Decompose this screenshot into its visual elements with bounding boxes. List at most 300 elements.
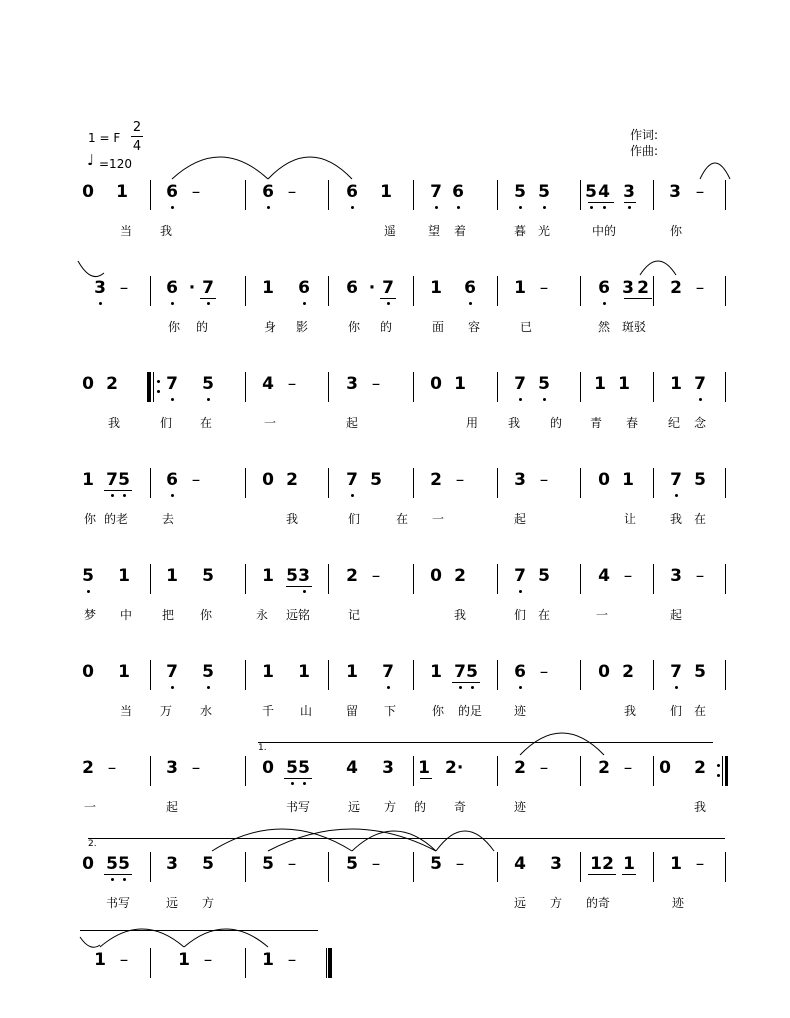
eighth-beam <box>286 586 312 587</box>
lower-octave-dot <box>87 590 90 593</box>
note: 0 <box>262 470 274 490</box>
eighth-beam <box>624 298 652 299</box>
note: 1 <box>623 854 635 874</box>
note: 6 <box>298 278 310 298</box>
eighth-beam <box>624 202 636 203</box>
barline <box>245 756 246 786</box>
barline <box>497 756 498 786</box>
lyric-syllable: 念 <box>694 416 707 430</box>
lyric-syllable: 望 <box>428 224 441 238</box>
lower-octave-dot <box>519 686 522 689</box>
lower-octave-dot <box>519 206 522 209</box>
repeat-dot <box>157 390 160 393</box>
eighth-beam <box>452 682 480 683</box>
lyric-syllable: 我 <box>286 512 299 526</box>
note: 2 <box>346 566 358 586</box>
barline <box>580 852 581 882</box>
barline <box>245 564 246 594</box>
barline <box>328 660 329 690</box>
lyric-syllable: 在 <box>396 512 409 526</box>
lyric-syllable: 奇 <box>454 800 467 814</box>
lyric-syllable: 在 <box>538 608 551 622</box>
note: 5 <box>202 566 214 586</box>
note: 1 <box>118 566 130 586</box>
note: 2 <box>286 470 298 490</box>
composer-label: 作曲: <box>630 144 659 158</box>
lower-octave-dot <box>387 686 390 689</box>
lyric-syllable: 去 <box>162 512 175 526</box>
final-barline-thin <box>326 948 327 978</box>
note: 6 <box>166 278 178 298</box>
final-barline-thick <box>329 948 332 978</box>
note: 7 <box>346 470 358 490</box>
lyric-syllable: 一 <box>596 608 609 622</box>
barline <box>580 372 581 402</box>
staff-system-4 <box>0 468 790 538</box>
barline <box>497 372 498 402</box>
note: 7 <box>166 374 178 394</box>
note: 3 <box>382 758 394 778</box>
lyric-syllable: 的 <box>196 320 209 334</box>
note: 5 <box>202 662 214 682</box>
barline <box>497 276 498 306</box>
lower-octave-dot <box>291 782 294 785</box>
lower-octave-dot <box>351 206 354 209</box>
note: 5 <box>106 854 118 874</box>
lyric-syllable: 万 <box>160 704 173 718</box>
note: 1 <box>618 374 630 394</box>
extension-dash: – <box>107 758 117 778</box>
note: 2 <box>602 854 614 874</box>
note: 6 <box>452 182 464 202</box>
lyric-syllable: 迹 <box>514 800 527 814</box>
barline <box>245 372 246 402</box>
lower-octave-dot <box>543 398 546 401</box>
barline <box>580 180 581 210</box>
lyric-syllable: 你 <box>670 224 683 238</box>
lyric-syllable: 们 <box>160 416 173 430</box>
lyric-syllable: 用 <box>466 416 479 430</box>
barline <box>725 468 726 498</box>
barline <box>653 180 654 210</box>
barline <box>653 852 654 882</box>
lyric-syllable: 斑驳 <box>622 320 647 334</box>
lyric-syllable: 远 <box>166 896 179 910</box>
lyric-syllable: 你 <box>432 704 445 718</box>
note: 6 <box>166 182 178 202</box>
barline <box>580 468 581 498</box>
lyric-syllable: 身 <box>264 320 277 334</box>
extension-dash: – <box>695 182 705 202</box>
lyric-syllable: 下 <box>384 704 397 718</box>
barline <box>328 564 329 594</box>
barline <box>413 660 414 690</box>
lyric-syllable: 书写 <box>106 896 131 910</box>
lyric-syllable: 梦 <box>84 608 97 622</box>
barline <box>497 180 498 210</box>
note: 2 <box>430 470 442 490</box>
extension-dash: – <box>539 470 549 490</box>
repeat-dot <box>717 764 720 767</box>
note: 0 <box>659 758 671 778</box>
note: 6 <box>464 278 476 298</box>
note: 5 <box>430 854 442 874</box>
note: 5 <box>118 854 130 874</box>
note: 3 <box>622 278 634 298</box>
note: 5 <box>202 374 214 394</box>
lower-octave-dot <box>435 206 438 209</box>
slur <box>78 260 104 274</box>
staff-system-8 <box>0 839 790 922</box>
note: 2 <box>82 758 94 778</box>
repeat-dot <box>717 774 720 777</box>
note: 2· <box>445 758 464 778</box>
note: 1 <box>454 374 466 394</box>
lyric-syllable: 我 <box>624 704 637 718</box>
lower-octave-dot <box>519 590 522 593</box>
note: 2 <box>670 278 682 298</box>
lyric-syllable: 然 <box>598 320 611 334</box>
note: 1 <box>514 278 526 298</box>
barline <box>150 852 151 882</box>
lower-octave-dot <box>171 494 174 497</box>
barline <box>150 948 151 978</box>
lower-octave-dot <box>267 206 270 209</box>
lyric-syllable: 记 <box>348 608 361 622</box>
lower-octave-dot <box>207 686 210 689</box>
slur <box>352 830 436 852</box>
lyric-syllable: 留 <box>346 704 359 718</box>
note: 5 <box>286 566 298 586</box>
extension-dash: – <box>287 182 297 202</box>
note: 1 <box>262 950 274 970</box>
note: 6 <box>514 662 526 682</box>
note: 5 <box>694 470 706 490</box>
note: 1 <box>430 662 442 682</box>
note: 5 <box>370 470 382 490</box>
repeat-end-thin <box>722 756 723 786</box>
lyric-syllable: 让 <box>624 512 637 526</box>
lower-octave-dot <box>123 878 126 881</box>
slur <box>436 830 494 852</box>
staff-system-1 <box>0 180 790 250</box>
extension-dash: – <box>287 950 297 970</box>
lyric-syllable: 起 <box>346 416 359 430</box>
augmentation-dot: · <box>188 278 196 298</box>
repeat-end-thick <box>725 756 728 786</box>
lower-octave-dot <box>459 686 462 689</box>
note: 5 <box>538 566 550 586</box>
lyric-syllable: 的奇 <box>586 896 611 910</box>
barline <box>150 180 151 210</box>
lower-octave-dot <box>457 206 460 209</box>
note: 2 <box>454 566 466 586</box>
eighth-beam <box>104 874 132 875</box>
note: 1 <box>94 950 106 970</box>
lyric-syllable: 们 <box>514 608 527 622</box>
extension-dash: – <box>119 950 129 970</box>
note: 5 <box>202 854 214 874</box>
note: 1 <box>116 182 128 202</box>
staff-system-3 <box>0 372 790 442</box>
lyric-syllable: 迹 <box>672 896 685 910</box>
extension-dash: – <box>695 854 705 874</box>
slur <box>520 732 604 756</box>
lower-octave-dot <box>351 494 354 497</box>
note: 5 <box>82 566 94 586</box>
lyric-syllable: 一 <box>432 512 445 526</box>
lyric-syllable: 当 <box>120 224 133 238</box>
slur <box>700 162 730 180</box>
extension-dash: – <box>203 950 213 970</box>
lower-octave-dot <box>469 302 472 305</box>
barline <box>413 468 414 498</box>
lyric-syllable: 迹 <box>514 704 527 718</box>
note: 5 <box>118 470 130 490</box>
lyric-syllable: 面 <box>432 320 445 334</box>
lower-octave-dot <box>111 494 114 497</box>
lyric-syllable: 我 <box>160 224 173 238</box>
extension-dash: – <box>695 278 705 298</box>
barline <box>328 468 329 498</box>
augmentation-dot: · <box>368 278 376 298</box>
lyric-syllable: 起 <box>166 800 179 814</box>
barline <box>150 756 151 786</box>
lower-octave-dot <box>603 302 606 305</box>
note: 5 <box>286 758 298 778</box>
note: 3 <box>514 470 526 490</box>
lyric-syllable: 永 <box>256 608 269 622</box>
lower-octave-dot <box>590 206 593 209</box>
lower-octave-dot <box>171 398 174 401</box>
lyric-syllable: 你 <box>348 320 361 334</box>
note: 1 <box>118 662 130 682</box>
note: 2 <box>106 374 118 394</box>
eighth-beam <box>588 874 616 875</box>
note: 1 <box>346 662 358 682</box>
lyric-syllable: 的 <box>414 800 427 814</box>
extension-dash: – <box>119 278 129 298</box>
note: 3 <box>166 854 178 874</box>
note: 2 <box>514 758 526 778</box>
lyricist-label: 作词: <box>630 128 659 142</box>
lower-octave-dot <box>171 206 174 209</box>
staff-system-2 <box>0 276 790 346</box>
note: 3 <box>623 182 635 202</box>
note: 2 <box>637 278 649 298</box>
barline <box>245 468 246 498</box>
note: 7 <box>694 374 706 394</box>
extension-dash: – <box>539 758 549 778</box>
lyric-syllable: 我 <box>508 416 521 430</box>
lower-octave-dot <box>699 398 702 401</box>
lyric-syllable: 方 <box>202 896 215 910</box>
note: 7 <box>166 662 178 682</box>
lyric-syllable: 当 <box>120 704 133 718</box>
note: 5 <box>514 182 526 202</box>
note: 7 <box>514 374 526 394</box>
note: 7 <box>514 566 526 586</box>
lower-octave-dot <box>171 686 174 689</box>
lyric-syllable: 起 <box>514 512 527 526</box>
lower-octave-dot <box>111 878 114 881</box>
barline <box>580 756 581 786</box>
extension-dash: – <box>539 662 549 682</box>
note: 3 <box>669 182 681 202</box>
note: 1 <box>418 758 430 778</box>
lyric-syllable: 我 <box>694 800 707 814</box>
barline <box>328 276 329 306</box>
note: 0 <box>82 182 94 202</box>
note: 4 <box>598 182 610 202</box>
barline <box>653 564 654 594</box>
note: 5 <box>346 854 358 874</box>
eighth-beam <box>200 298 216 299</box>
note: 0 <box>598 662 610 682</box>
note: 1 <box>380 182 392 202</box>
lyric-syllable: 容 <box>468 320 481 334</box>
lower-octave-dot <box>603 206 606 209</box>
note: 7 <box>202 278 214 298</box>
barline <box>653 660 654 690</box>
time-denominator: 4 <box>132 139 142 154</box>
tempo-marking: =120 <box>99 157 132 171</box>
lyric-syllable: 中的 <box>592 224 617 238</box>
volta-bracket <box>258 742 713 743</box>
lyric-syllable: 我 <box>670 512 683 526</box>
lower-octave-dot <box>675 686 678 689</box>
slur <box>172 156 268 180</box>
barline <box>580 564 581 594</box>
barline <box>725 660 726 690</box>
note: 3 <box>298 566 310 586</box>
lyric-syllable: 在 <box>694 704 707 718</box>
barline <box>413 276 414 306</box>
lyric-syllable: 我 <box>454 608 467 622</box>
note: 1 <box>262 278 274 298</box>
barline <box>497 660 498 690</box>
key-signature: 1 = F <box>88 131 121 145</box>
barline <box>413 372 414 402</box>
extension-dash: – <box>371 566 381 586</box>
lyric-syllable: 起 <box>670 608 683 622</box>
lyric-syllable: 方 <box>384 800 397 814</box>
lyric-syllable: 我 <box>108 416 121 430</box>
note: 1 <box>262 662 274 682</box>
barline <box>497 852 498 882</box>
note: 2 <box>598 758 610 778</box>
note: 5 <box>538 374 550 394</box>
slur <box>640 260 676 276</box>
barline <box>245 180 246 210</box>
barline <box>725 372 726 402</box>
lyric-syllable: 一 <box>264 416 277 430</box>
extension-dash: – <box>623 758 633 778</box>
barline <box>150 660 151 690</box>
note: 1 <box>594 374 606 394</box>
extension-dash: – <box>191 470 201 490</box>
barline <box>653 756 654 786</box>
note: 7 <box>454 662 466 682</box>
lower-octave-dot <box>99 302 102 305</box>
barline <box>245 276 246 306</box>
extension-dash: – <box>191 182 201 202</box>
note: 7 <box>106 470 118 490</box>
barline <box>725 180 726 210</box>
extension-dash: – <box>623 566 633 586</box>
time-fraction-line <box>131 136 143 137</box>
note: 1 <box>670 374 682 394</box>
note: 1 <box>178 950 190 970</box>
repeat-start-thick <box>147 372 150 402</box>
note: 7 <box>670 470 682 490</box>
barline <box>653 276 654 306</box>
note: 2 <box>622 662 634 682</box>
note: 7 <box>430 182 442 202</box>
lyric-syllable: 远铭 <box>286 608 311 622</box>
barline <box>150 372 151 402</box>
extension-dash: – <box>455 854 465 874</box>
note: 3 <box>166 758 178 778</box>
note: 6 <box>346 182 358 202</box>
lower-octave-dot <box>207 302 210 305</box>
note: 0 <box>430 566 442 586</box>
quarter-note-icon: ♩ <box>87 151 95 169</box>
note: 7 <box>382 278 394 298</box>
eighth-beam <box>588 202 614 203</box>
note: 7 <box>382 662 394 682</box>
barline <box>413 756 414 786</box>
extension-dash: – <box>539 278 549 298</box>
note: 1 <box>430 278 442 298</box>
barline <box>245 948 246 978</box>
note: 3 <box>346 374 358 394</box>
extension-dash: – <box>371 374 381 394</box>
lower-octave-dot <box>543 206 546 209</box>
lower-octave-dot <box>675 494 678 497</box>
lyric-syllable: 水 <box>200 704 213 718</box>
note: 7 <box>670 662 682 682</box>
eighth-beam <box>420 778 432 779</box>
lyric-syllable: 遥 <box>384 224 397 238</box>
lyric-syllable: 青 <box>590 416 603 430</box>
barline <box>245 660 246 690</box>
barline <box>725 276 726 306</box>
note: 1 <box>670 854 682 874</box>
note: 0 <box>430 374 442 394</box>
barline <box>328 372 329 402</box>
note: 0 <box>82 854 94 874</box>
lyric-syllable: 千 <box>262 704 275 718</box>
barline <box>580 276 581 306</box>
barline <box>653 372 654 402</box>
staff-system-9 <box>0 948 790 1018</box>
slur <box>268 156 352 180</box>
extension-dash: – <box>287 854 297 874</box>
lower-octave-dot <box>303 302 306 305</box>
note: 6 <box>166 470 178 490</box>
note: 1 <box>298 662 310 682</box>
lower-octave-dot <box>471 686 474 689</box>
lyric-syllable: 春 <box>626 416 639 430</box>
lower-octave-dot <box>303 590 306 593</box>
note: 4 <box>598 566 610 586</box>
note: 1 <box>82 470 94 490</box>
lyric-syllable: 们 <box>348 512 361 526</box>
barline <box>150 564 151 594</box>
slur <box>80 936 100 946</box>
note: 6 <box>346 278 358 298</box>
